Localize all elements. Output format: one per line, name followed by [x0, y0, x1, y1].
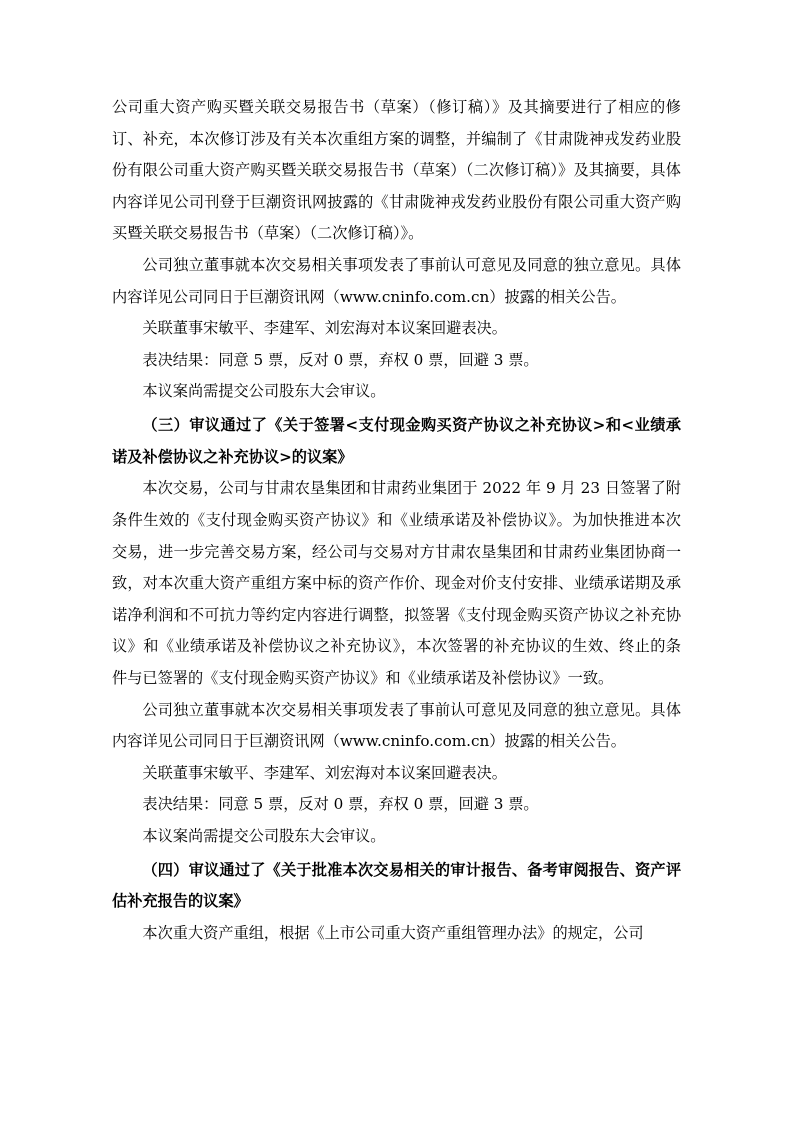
document-body — [112, 92, 681, 949]
paragraph-independent-directors-opinion-1: 公司独立董事就本次交易相关事项发表了事前认可意见及同意的独立意见。具体内容详见公司同日于巨潮资讯网（www.cninfo.com.cn）披露的相关公告。 — [112, 256, 681, 306]
paragraph-continuation: 公司重大资产购买暨关联交易报告书（草案）（修订稿）》及其摘要进行了相应的修订、补充，本次修订涉及有关本次重组方案的调整，并编制了《甘肃陇神戎发药业股份有限公司重大资产购买暨关联交易报告书（草案）（二次修订稿）》及其摘要，具体内容详见公司刊登于巨潮资讯网披露的《甘肃陇神戎发药业股份有限公司重大资产购买暨关联交易报告书（草案）（二次修订稿）》。 — [112, 98, 681, 243]
paragraph-related-directors-abstain-2: 关联董事宋敏平、李建军、刘宏海对本议案回避表决。 — [142, 763, 507, 782]
heading-item-three: （三）审议通过了《关于签署<支付现金购买资产协议之补充协议>和<业绩承诺及补偿协议之补充协议>的议案》 — [112, 416, 681, 466]
paragraph-shareholder-meeting-1: 本议案尚需提交公司股东大会审议。 — [142, 382, 386, 401]
paragraph-voting-result-1: 表决结果：同意 5 票，反对 0 票，弃权 0 票，回避 3 票。 — [142, 350, 539, 369]
heading-item-four: （四）审议通过了《关于批准本次交易相关的审计报告、备考审阅报告、资产评估补充报告的议案》 — [112, 860, 681, 911]
paragraph-shareholder-meeting-2: 本议案尚需提交公司股东大会审议。 — [142, 827, 386, 846]
paragraph-audit-report-body: 本次重大资产重组，根据《上市公司重大资产重组管理办法》的规定，公司 — [142, 923, 644, 942]
paragraph-independent-directors-opinion-2: 公司独立董事就本次交易相关事项发表了事前认可意见及同意的独立意见。具体内容详见公司同日于巨潮资讯网（www.cninfo.com.cn）披露的相关公告。 — [112, 700, 681, 751]
paragraph-supplementary-agreement-body: 本次交易，公司与甘肃农垦集团和甘肃药业集团于 2022 年 9 月 23 日签署了附条件生效的《支付现金购买资产协议》和《业绩承诺及补偿协议》。为加快推进本次交易，进一步完善交易方案，经公司与交易对方甘肃农垦集团和甘肃药业集团协商一致，对本次重大资产重组方案中标的资产作价、现金对价支付安排、业绩承诺期及承诺净利润和不可抗力等约定内容进行调整，拟签署《支付现金购买资产协议之补充协议》和《业绩承诺及补偿协议之补充协议》，本次签署的补充协议的生效、终止的条件与已签署的《支付现金购买资产协议》和《业绩承诺及补偿协议》一致。 — [112, 479, 681, 687]
paragraph-voting-result-2: 表决结果：同意 5 票，反对 0 票，弃权 0 票，回避 3 票。 — [142, 795, 539, 814]
paragraph-related-directors-abstain-1: 关联董事宋敏平、李建军、刘宏海对本议案回避表决。 — [142, 319, 507, 338]
